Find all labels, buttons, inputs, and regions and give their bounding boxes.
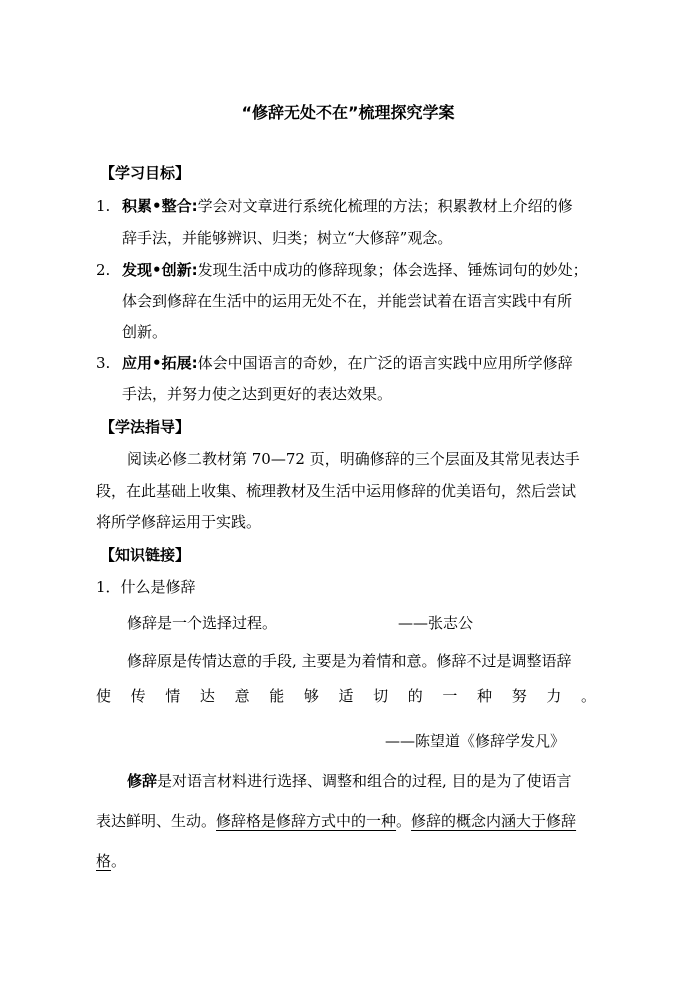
goal-2-text-1: 发现生活中成功的修辞现象；体会选择、锤炼词句的妙处； xyxy=(197,261,588,279)
definition-term: 修辞 xyxy=(127,772,158,790)
quote-2-char: 使 xyxy=(96,687,112,705)
goal-1-line-1 xyxy=(96,195,573,216)
definition-text-3: 。 xyxy=(111,852,127,870)
quote-2-char: 传 xyxy=(130,687,146,705)
definition-underline-2: 修辞的概念内涵大于修辞 xyxy=(411,812,577,830)
quote-2-char: 切 xyxy=(373,687,389,705)
goal-1-label: 积累•整合: xyxy=(122,197,198,215)
method-line-1: 阅读必修二教材第 70—72 页，明确修辞的三个层面及其常见表达手 xyxy=(127,450,580,468)
goal-1-line-2: 辞手法，并能够辨识、归类；树立“大修辞”观念。 xyxy=(122,229,453,247)
definition-text-2b: 。 xyxy=(396,812,412,830)
goal-3-label: 应用•拓展: xyxy=(122,354,198,372)
definition-underline-1: 修辞格是修辞方式中的一种 xyxy=(216,812,397,830)
quote-2-char: 意 xyxy=(234,687,250,705)
quote-2-char: 达 xyxy=(199,687,215,705)
definition-line-1 xyxy=(127,770,572,791)
goal-2-line-2: 体会到修辞在生活中的运用无处不在，并能尝试着在语言实践中有所 xyxy=(122,292,573,310)
quote-1-author: ——张志公 xyxy=(398,614,474,632)
definition-text-2a: 表达鲜明、生动。 xyxy=(96,812,217,830)
page-title: “修辞无处不在”梳理探究学案 xyxy=(241,103,455,122)
goal-1-number: 1. xyxy=(96,197,111,215)
quote-2-char: 种 xyxy=(477,687,493,705)
goal-2-label: 发现•创新: xyxy=(122,261,198,279)
quote-2-line-1: 修辞原是传情达意的手段, 主要是为着情和意。修辞不过是调整语辞 xyxy=(127,652,572,670)
method-line-2: 段，在此基础上收集、梳理教材及生活中运用修辞的优美语句，然后尝试 xyxy=(96,482,577,500)
quote-2-char: 努 xyxy=(511,687,527,705)
definition-line-2 xyxy=(96,810,576,831)
section-heading-links: 【知识链接】 xyxy=(100,546,191,564)
quote-2-char: 一 xyxy=(442,687,458,705)
definition-underline-3: 格 xyxy=(96,852,112,870)
goal-2-line-3: 创新。 xyxy=(122,323,168,341)
links-subheading: 1．什么是修辞 xyxy=(96,578,196,596)
goal-3-text-1: 体会中国语言的奇妙，在广泛的语言实践中应用所学修辞 xyxy=(197,354,573,372)
quote-2-char: 够 xyxy=(303,687,319,705)
goal-1-text-1: 学会对文章进行系统化梳理的方法；积累教材上介绍的修 xyxy=(197,197,573,215)
section-heading-method: 【学法指导】 xyxy=(100,418,191,436)
quote-2-author: ——陈望道《修辞学发凡》 xyxy=(385,732,566,750)
quote-2-char: 情 xyxy=(165,687,181,705)
definition-text-1: 是对语言材料进行选择、调整和组合的过程, 目的是为了使语言 xyxy=(157,772,572,790)
quote-2-line-2 xyxy=(96,685,596,706)
section-heading-goals: 【学习目标】 xyxy=(100,164,191,182)
quote-2-char: 的 xyxy=(407,687,423,705)
goal-3-number: 3. xyxy=(96,354,111,372)
goal-3-line-2: 手法，并努力使之达到更好的表达效果。 xyxy=(122,385,393,403)
quote-2-char: 力 xyxy=(546,687,562,705)
goal-2-number: 2. xyxy=(96,261,111,279)
quote-2-char: 。 xyxy=(580,687,596,705)
method-line-3: 将所学修辞运用于实践。 xyxy=(96,513,262,531)
quote-1-text: 修辞是一个选择过程。 xyxy=(127,614,278,632)
goal-3-line-1 xyxy=(96,352,573,373)
quote-2-char: 能 xyxy=(269,687,285,705)
definition-line-3 xyxy=(96,850,126,871)
goal-2-line-1 xyxy=(96,259,588,280)
quote-2-char: 适 xyxy=(338,687,354,705)
